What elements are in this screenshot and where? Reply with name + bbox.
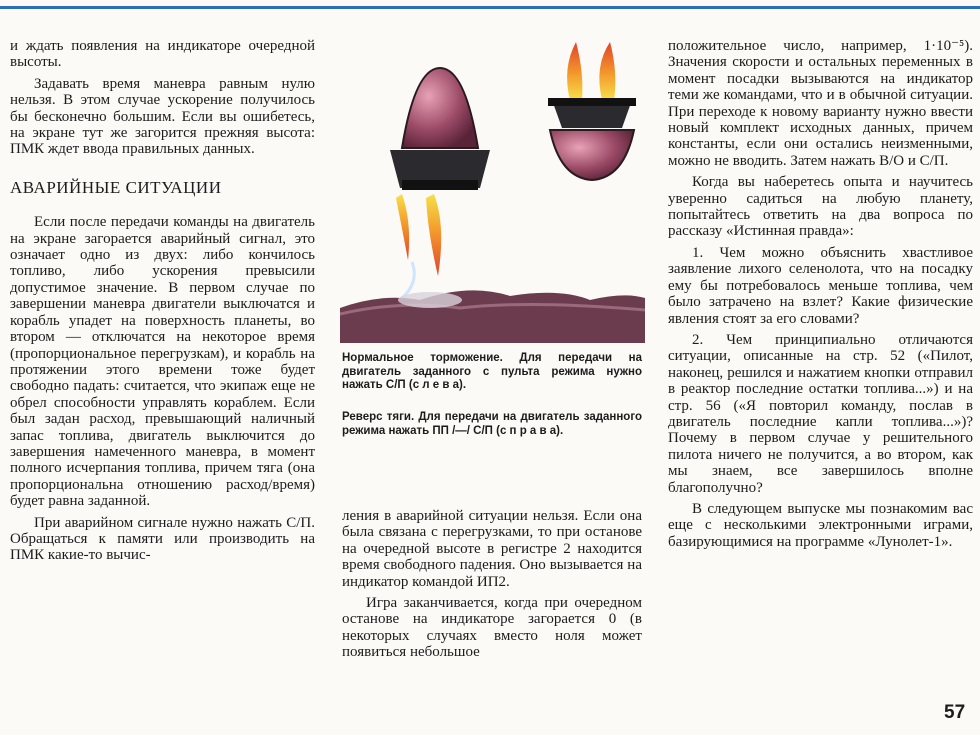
figure-caption-right: Реверс тяги. Для передачи на двигатель заданного режима нажать ПП /—/ С/П (с п р а в а).	[342, 411, 642, 437]
paragraph: Когда вы наберетесь опыта и научитесь уверенно садиться на любую планету, попытайтесь ответить на два вопроса по рассказу «Истинная правда»:	[668, 174, 973, 240]
page-number: 57	[944, 702, 966, 723]
right-flame-1	[567, 42, 582, 100]
section-heading: АВАРИЙНЫЕ СИТУАЦИИ	[10, 177, 222, 197]
paragraph: ления в аварийной ситуации нельзя. Если она была связана с перегрузками, то при останове на очередной высоте в регистре 2 находится время свободного падения. Оно вызывается на индикатор командой ИП2.	[342, 508, 642, 590]
left-lander-base	[402, 180, 478, 190]
left-flame-2	[426, 194, 441, 276]
left-flame-1	[396, 194, 409, 260]
right-lander-hull	[550, 130, 634, 180]
dust-cloud	[398, 292, 462, 308]
paragraph: Игра заканчивается, когда при очередном останове на индикаторе загорается 0 (в некоторых случаях вместо ноля может появиться небольшое	[342, 595, 642, 661]
lunar-surface	[340, 290, 645, 343]
right-lander-base	[548, 98, 636, 106]
left-column	[10, 38, 315, 569]
top-rule	[0, 6, 980, 9]
paragraph: Если после передачи команды на двигатель на экране загорается аварийный сигнал, это означает одно из двух: либо кончилось топливо, либо ускорения превысили допустимое значение. В первом случае по завершении маневра двигатели выключатся и корабль упадет на поверхность планеты, во втором — отключатся на некоторое время (пропорциональное перегрузкам), и корабль на протяжении этого времени тоже будет свободно падать: считается, что экипаж еще не обрел способности управлять кораблем. Если был задан расход, превышающий наличный запас топлива, двигатель выключится до завершения намеченного маневра, в момент полного исчерпания топлива, причем тяга (она пропорциональна отношению расход/время) будет равна заданной.	[10, 214, 315, 510]
paragraph: В следующем выпуске мы познакомим вас еще с несколькими электронными играми, базирующимися на программе «Лунолет-1».	[668, 500, 973, 550]
paragraph: 2. Чем принципиально отличаются ситуации, описанные на стр. 52 («Пилот, наконец, решился и нажатием кнопки отправил в реактор последние остатки топлива...») и на стр. 56 («Я повторил команду, послав в двигатель последние капли топлива...»)? Почему в первом случае у решительного пилота ничего не получится, а во втором, как мы знаем, все завершилось вполне благополучно?	[668, 331, 973, 496]
middle-column	[342, 508, 642, 666]
paragraph: и ждать появления на индикаторе очередной высоты.	[10, 38, 315, 71]
paragraph: Задавать время маневра равным нулю нельзя. В этом случае ускорение получилось бы бесконечно большим. Если вы ошибетесь, на экране тут же загорится прежняя высота: ПМК ждет ввода правильных данных.	[10, 75, 315, 158]
right-flame-2	[599, 42, 615, 100]
paragraph: положительное число, например, 1·10⁻⁵). Значения скорости и остальных переменных в момент посадки вызываются на индикатор теми же командами, что и в обычной ситуации. При переходе к новому варианту нужно ввести новый комплект исходных данных, причем константы, если они остались неизменными, можно не вводить. Затем нажать В/О и С/П.	[668, 38, 973, 169]
right-column	[668, 38, 973, 555]
figure-caption-left: Нормальное торможение. Для передачи на двигатель заданного с пульта режима нужно нажать С/П (с л е в а).	[342, 352, 642, 391]
left-lander-hull	[402, 68, 478, 148]
paragraph: При аварийном сигнале нужно нажать С/П. Обращаться к памяти или производить на ПМК какие-то вычис-	[10, 514, 315, 564]
lander-illustration	[340, 38, 645, 343]
paragraph: 1. Чем можно объяснить хвастливое заявление лихого селенолота, что на посадку ему бы потребовалось меньше топлива, чем было затрачено на взлет? Какие физические явления стоят за его словами?	[668, 244, 973, 327]
